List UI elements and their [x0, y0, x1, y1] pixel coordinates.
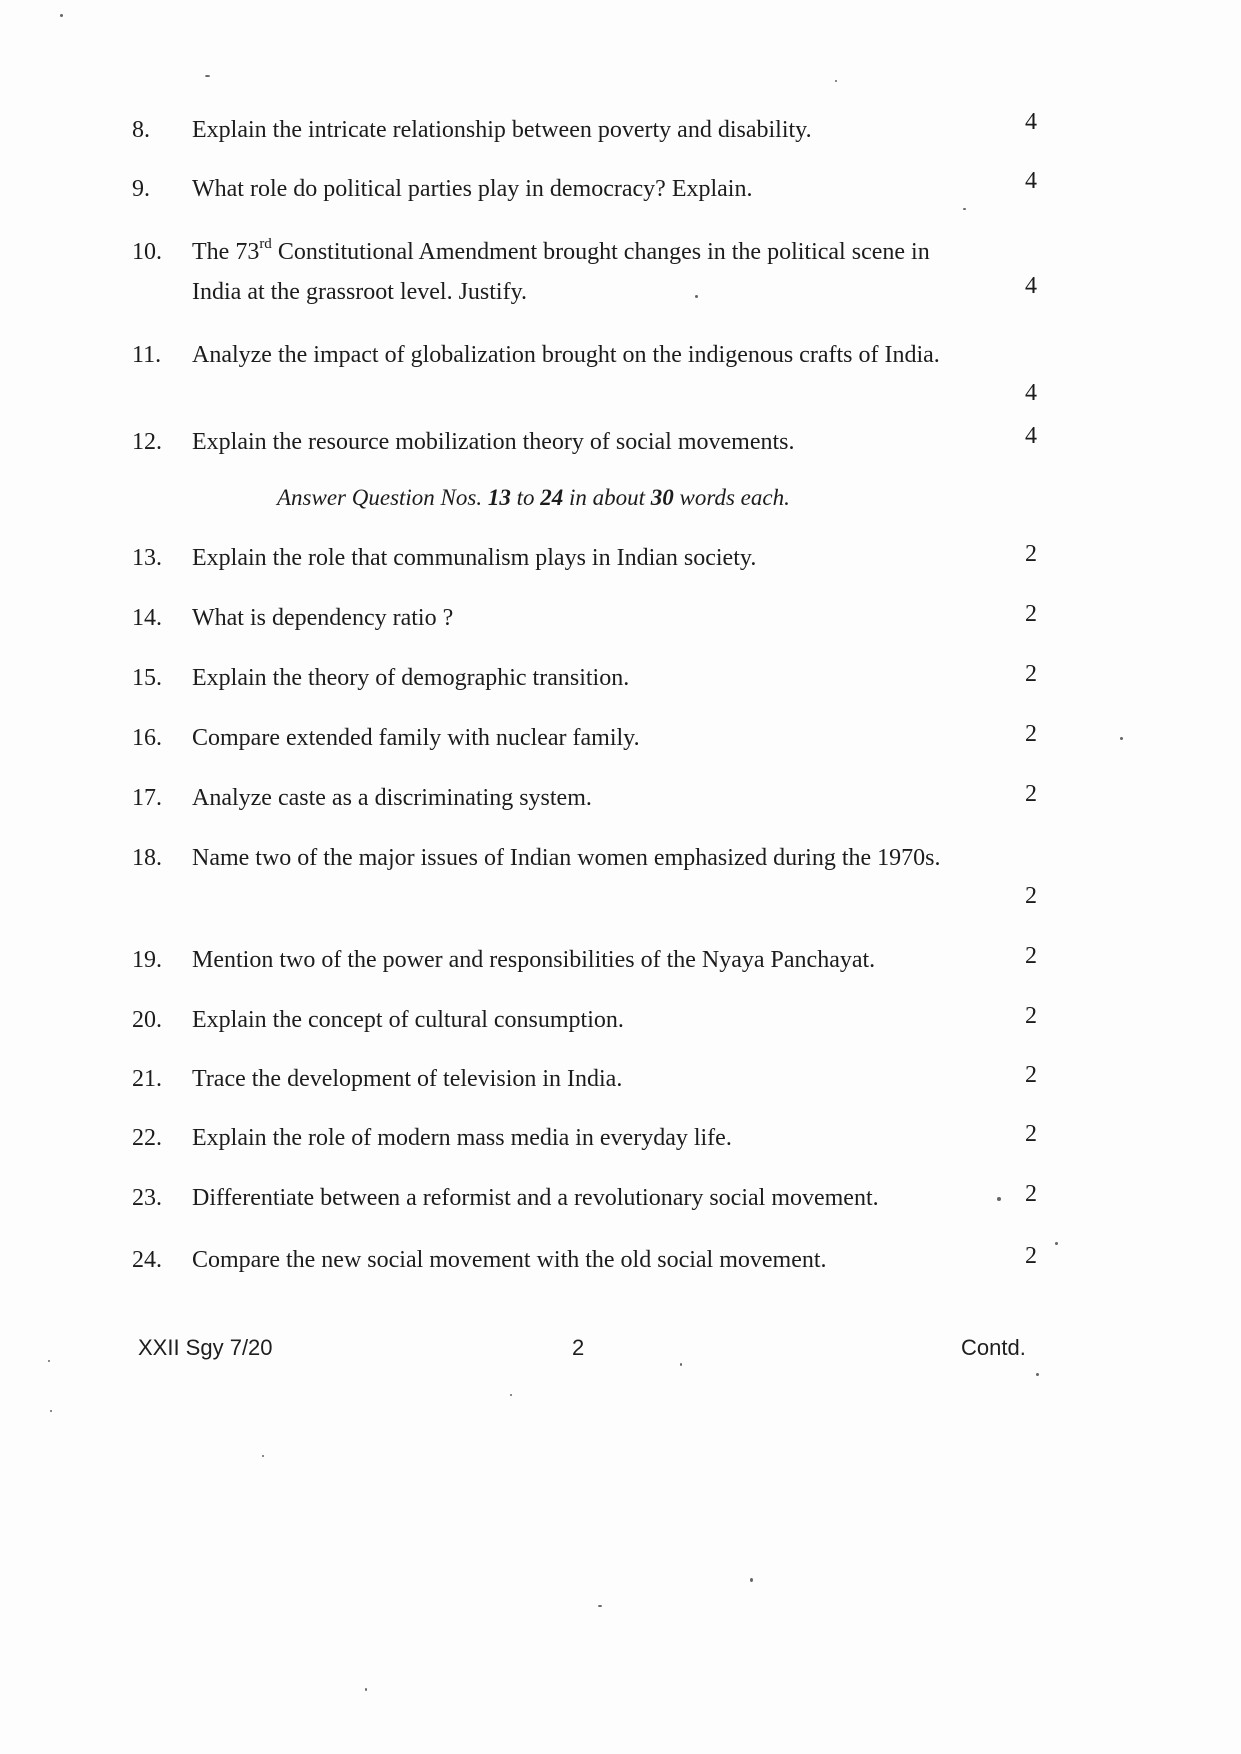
scan-speck [50, 1410, 52, 1412]
question-marks: 2 [1025, 1062, 1037, 1088]
question-marks: 2 [1025, 781, 1037, 807]
question-text: Analyze caste as a discriminating system. [192, 785, 592, 811]
question-number: 18. [132, 845, 162, 871]
scan-speck [1036, 1373, 1039, 1376]
question-number: 23. [132, 1185, 162, 1211]
question-number: 22. [132, 1125, 162, 1151]
question-text: Analyze the impact of globalization brought on the indigenous crafts of India. [192, 342, 940, 368]
question-marks: 4 [1025, 380, 1037, 406]
question-text: Explain the role of modern mass media in everyday life. [192, 1125, 732, 1151]
instruction-to: 24 [540, 485, 564, 510]
question-text-line2: India at the grassroot level. Justify. [192, 279, 528, 305]
question-text: Mention two of the power and responsibilities of the Nyaya Panchayat. [192, 947, 876, 973]
scan-speck [1055, 1242, 1058, 1245]
question-marks: 4 [1025, 168, 1037, 194]
scan-speck [695, 295, 698, 298]
question-text: Differentiate between a reformist and a revolutionary social movement. [192, 1185, 879, 1211]
question-marks: 4 [1025, 109, 1037, 135]
question-text: Explain the intricate relationship between poverty and disability. [192, 117, 812, 143]
scan-speck [510, 1394, 512, 1396]
scan-speck [680, 1363, 682, 1366]
question-text: What role do political parties play in democracy? Explain. [192, 176, 753, 202]
question-number: 9. [132, 176, 150, 202]
question-marks: 2 [1025, 721, 1037, 747]
question-10 [132, 232, 1037, 312]
instruction-text: to [510, 485, 541, 510]
instruction-text: Answer Question Nos. [277, 485, 488, 510]
scan-speck [997, 1197, 1001, 1201]
scan-speck [963, 208, 966, 210]
question-text-part: The 73 [192, 239, 260, 265]
question-18 [132, 838, 1037, 918]
question-number: 11. [132, 342, 162, 368]
question-marks: 2 [1025, 1181, 1037, 1207]
question-number: 13. [132, 545, 162, 571]
question-marks: 2 [1025, 601, 1037, 627]
scan-speck [48, 1360, 50, 1362]
scan-speck [1120, 737, 1123, 740]
instruction-words: 30 [650, 485, 674, 510]
question-marks: 4 [1025, 423, 1037, 449]
page-number: 2 [572, 1335, 585, 1360]
paper-code: XXII Sgy 7/20 [138, 1335, 273, 1360]
question-number: 17. [132, 785, 162, 811]
question-number: 21. [132, 1066, 162, 1092]
question-text [192, 232, 1072, 312]
question-text: Name two of the major issues of Indian women emphasized during the 1970s. [192, 845, 941, 871]
scan-speck [598, 1605, 602, 1607]
question-marks: 2 [1025, 661, 1037, 687]
scan-speck [750, 1578, 753, 1582]
question-text: Explain the role that communalism plays in Indian society. [192, 545, 757, 571]
question-marks: 2 [1025, 1003, 1037, 1029]
question-number: 16. [132, 725, 162, 751]
question-number: 10. [132, 239, 162, 265]
question-text: Trace the development of television in India. [192, 1066, 623, 1092]
question-11 [132, 335, 1037, 415]
question-number: 19. [132, 947, 162, 973]
question-marks: 2 [1025, 1243, 1037, 1269]
question-marks: 2 [1025, 541, 1037, 567]
question-marks: 2 [1025, 1121, 1037, 1147]
continued-label: Contd. [961, 1335, 1026, 1360]
question-number: 20. [132, 1007, 162, 1033]
section-instruction [277, 480, 977, 516]
question-number: 12. [132, 429, 162, 455]
instruction-from: 13 [487, 485, 511, 510]
question-text: Explain the theory of demographic transition. [192, 665, 630, 691]
scan-speck [365, 1688, 367, 1691]
question-marks: 2 [1025, 883, 1037, 909]
ordinal-superscript: rd [259, 236, 272, 252]
scan-speck [60, 14, 63, 17]
instruction-text: in about [563, 485, 651, 510]
scan-speck [262, 1455, 264, 1457]
scan-speck [835, 80, 837, 82]
question-text: Compare the new social movement with the old social movement. [192, 1247, 827, 1273]
instruction-text: words each. [673, 485, 790, 510]
question-marks: 2 [1025, 943, 1037, 969]
question-number: 24. [132, 1247, 162, 1273]
question-text: Explain the resource mobilization theory of social movements. [192, 429, 795, 455]
question-text: Compare extended family with nuclear family. [192, 725, 640, 751]
question-text-part: Constitutional Amendment brought changes in the political scene in [271, 239, 930, 265]
question-text: Explain the concept of cultural consumption. [192, 1007, 624, 1033]
question-text: What is dependency ratio ? [192, 605, 454, 631]
question-number: 15. [132, 665, 162, 691]
question-number: 14. [132, 605, 162, 631]
scan-speck [205, 75, 210, 77]
question-marks: 4 [1025, 273, 1037, 299]
question-number: 8. [132, 117, 150, 143]
